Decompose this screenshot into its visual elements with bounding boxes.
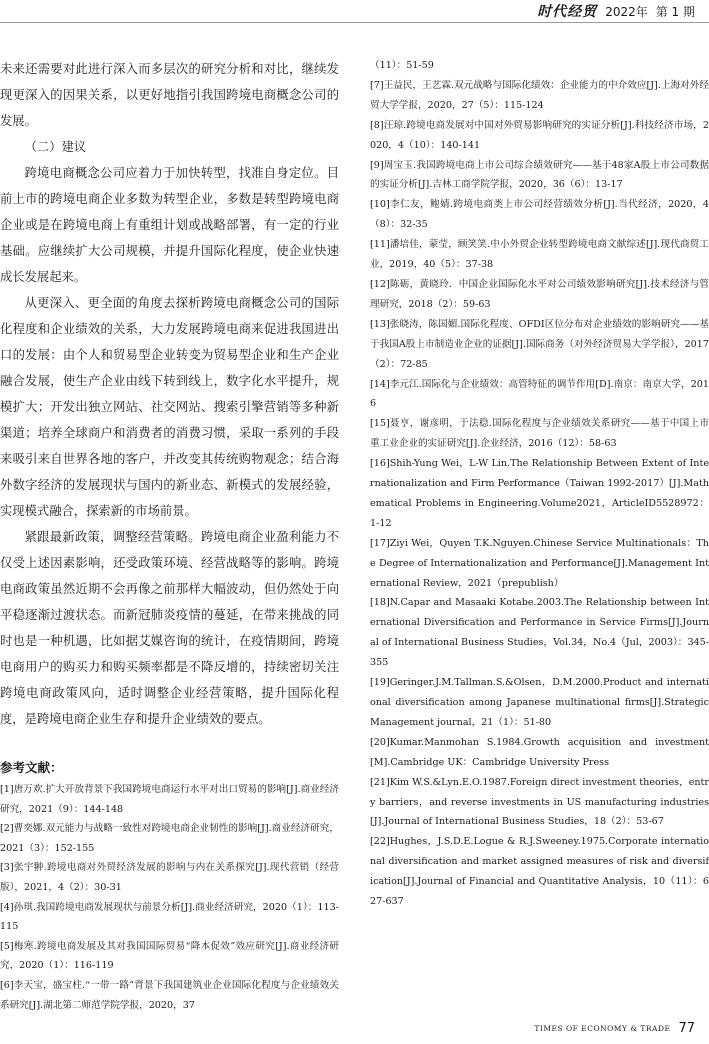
reference-item: [12]陈砺，黄晓玲．中国企业国际化水平对公司绩效影响研究[J].技术经济与管理研究，2018（2）：59-63 <box>370 278 709 310</box>
reference-item: [20]Kumar.Manmohan S.1984.Growth acquisition and investment[M].Cambridge UK：Cambridge University Press <box>370 736 709 768</box>
reference-item: [2]曹奕娜.双元能力与战略一致性对跨境电商企业韧性的影响[J].商业经济研究，2021（3）：152-155 <box>0 823 339 854</box>
reference-item: [22]Hughes，J.S.D.E.Logue & R.J.Sweeney.1975.Corporate international diversification and market assigned measures of risk and diversification[J].Journal of Financial and Quantitative Analysis，10（11）：627-637 <box>370 836 709 908</box>
page-footer <box>534 1021 695 1036</box>
references-title: 参考文献： <box>0 760 63 775</box>
reference-item: （11）：51-59 <box>370 60 434 71</box>
page-number: 77 <box>678 1021 695 1036</box>
issue-number: 第 1 期 <box>655 4 695 19</box>
reference-item: [21]Kim W.S.&Lyn.E.O.1987.Foreign direct investment theories，entry barriers，and reverse investments in US manufacturing industries[J].Journal of International Business Studies，18（2）：53-67 <box>370 776 709 828</box>
reference-item: [1]唐万欢.扩大开放背景下我国跨境电商运行水平对出口贸易的影响[J].商业经济研究，2021（9）：144-148 <box>0 784 339 815</box>
reference-item: [7]王益民，王艺霖.双元战略与国际化绩效：企业能力的中介效应[J].上海对外经贸大学学报，2020，27（5）：115-124 <box>370 79 709 111</box>
reference-item: [14]李元江.国际化与企业绩效：高管特征的调节作用[D].南京：南京大学，2016 <box>370 378 709 410</box>
reference-item: [6]李天宝，盛宝柱.“一带一路”背景下我国建筑业企业国际化程度与企业绩效关系研究[J].湖北第二师范学院学报，2020，37 <box>0 979 339 1011</box>
left-column <box>0 56 339 1015</box>
reference-item: [8]汪琼.跨境电商发展对中国对外贸易影响研究的实证分析[J].科技经济市场，2020，4（10）：140-141 <box>370 119 709 151</box>
reference-item: [13]张晓涛，陈国媚.国际化程度、OFDI区位分布对企业绩效的影响研究——基于我国A股上市制造业企业的证据[J].国际商务（对外经济贸易大学学报），2017（2）：72-85 <box>370 318 709 370</box>
reference-item: [16]Shih-Yung Wei，L-W Lin.The Relationship Between Extent of Internationalization and Firm Performance（Taiwan 1992-2017）[J].Mathematical Problems in Engineering.Volume2021，ArticleID5528972：1-12 <box>370 458 709 529</box>
footer-journal-name: TIMES OF ECONOMY & TRADE <box>534 1024 671 1033</box>
reference-item: [19]Geringer.J.M.Tallman.S.&Olsen，D.M.2000.Product and international diversification among Japanese multinational firms[J].Strategic Management journal，21（1）：51-80 <box>370 677 709 728</box>
references-list-right <box>370 56 709 912</box>
journal-name: 时代经贸 <box>537 4 598 20</box>
header-rule <box>0 22 709 23</box>
paragraph-suggestion-3: 紧跟最新政策，调整经营策略。跨境电商企业盈利能力不仅受上述因素影响，还受政策环境、经营战略等的影响。跨境电商政策虽然近期不会再像之前那样大幅波动，但仍然处于向平稳逐渐过渡状态。而新冠肺炎疫情的蔓延，在带来挑战的同时也是一种机遇，比如据艾媒咨询的统计，在疫情期间，跨境电商用户的购买力和购买频率都是不降反增的，持续密切关注跨境电商政策风向，适时调整企业经营策略，提升国际化程度，是跨境电商企业生存和提升企业绩效的要点。 <box>0 530 339 726</box>
reference-item: [15]聂亨，谢彦明，于法稳.国际化程度与企业绩效关系研究——基于中国上市重工业企业的实证研究[J].企业经济，2016（12）：58-63 <box>370 418 709 450</box>
reference-item: [3]张宇翀.跨境电商对外贸经济发展的影响与内在关系探究[J].现代营销（经营版），2021，4（2）：30-31 <box>0 862 339 893</box>
reference-item: [9]周宝玉.我国跨境电商上市公司综合绩效研究——基于48家A股上市公司数据的实证分析[J].吉林工商学院学报，2020，36（6）：13-17 <box>370 159 709 191</box>
reference-item: [17]Ziyi Wei，Quyen T.K.Nguyen.Chinese Service Multinationals：The Degree of Internationalization and Performance[J].Management International Review，2021（prepublish） <box>370 537 709 589</box>
reference-item: [11]潘培佳，蒙莹，顾笑笑.中小外贸企业转型跨境电商文献综述[J].现代商贸工业，2019，40（5）：37-38 <box>370 239 709 271</box>
paragraph-conclusion: 未来还需要对此进行深入而多层次的研究分析和对比，继续发现更深入的因果关系，以更好地指引我国跨境电商概念公司的发展。 <box>0 62 339 128</box>
reference-item: [10]李仁友，鲍婧.跨境电商类上市公司经营绩效分析[J].当代经济，2020，4（8）：32-35 <box>370 199 709 231</box>
issue-year: 2022年 <box>605 4 648 19</box>
paragraph-suggestion-1: 跨境电商概念公司应着力于加快转型，找准自身定位。目前上市的跨境电商企业多数为转型企业，多数是转型跨境电商企业或是在跨境电商上有重组计划或战略部署，有一定的行业基础。应继续扩大公司规模，并提升国际化程度，使企业快速成长发展起来。 <box>0 166 339 284</box>
section-subheading: （二）建议 <box>24 140 87 154</box>
reference-item: [4]孙琪.我国跨境电商发展现状与前景分析[J].商业经济研究，2020（1）：113-115 <box>0 901 339 933</box>
paragraph-suggestion-2: 从更深入、更全面的角度去探析跨境电商概念公司的国际化程度和企业绩效的关系，大力发展跨境电商来促进我国进出口的发展：由个人和贸易型企业转变为贸易型企业和生产企业融合发展，使生产企业由线下转到线上，数字化水平提升，规模扩大；开发出独立网站、社交网站、搜索引擎营销等多种新渠道；培养全球商户和消费者的消费习惯，采取一系列的手段来吸引来自世界各地的客户，并改变其传统购物观念；结合海外数字经济的发展现状与国内的新业态、新模式的发展经验，实现模式融合，探索新的市场前景。 <box>0 296 339 518</box>
reference-item: [18]N.Capar and Masaaki Kotabe.2003.The Relationship between International Diversification and Performance in Service Firms[J].Journal of International Business Studies，Vol.34，No.4（Jul，2003）：345-355 <box>370 597 709 669</box>
right-column <box>370 56 709 912</box>
running-header <box>537 2 695 20</box>
reference-item: [5]梅寒.跨境电商发展及其对我国国际贸易“降本促效”效应研究[J].商业经济研究，2020（1）：116-119 <box>0 940 339 972</box>
references-list-left <box>0 780 339 1015</box>
